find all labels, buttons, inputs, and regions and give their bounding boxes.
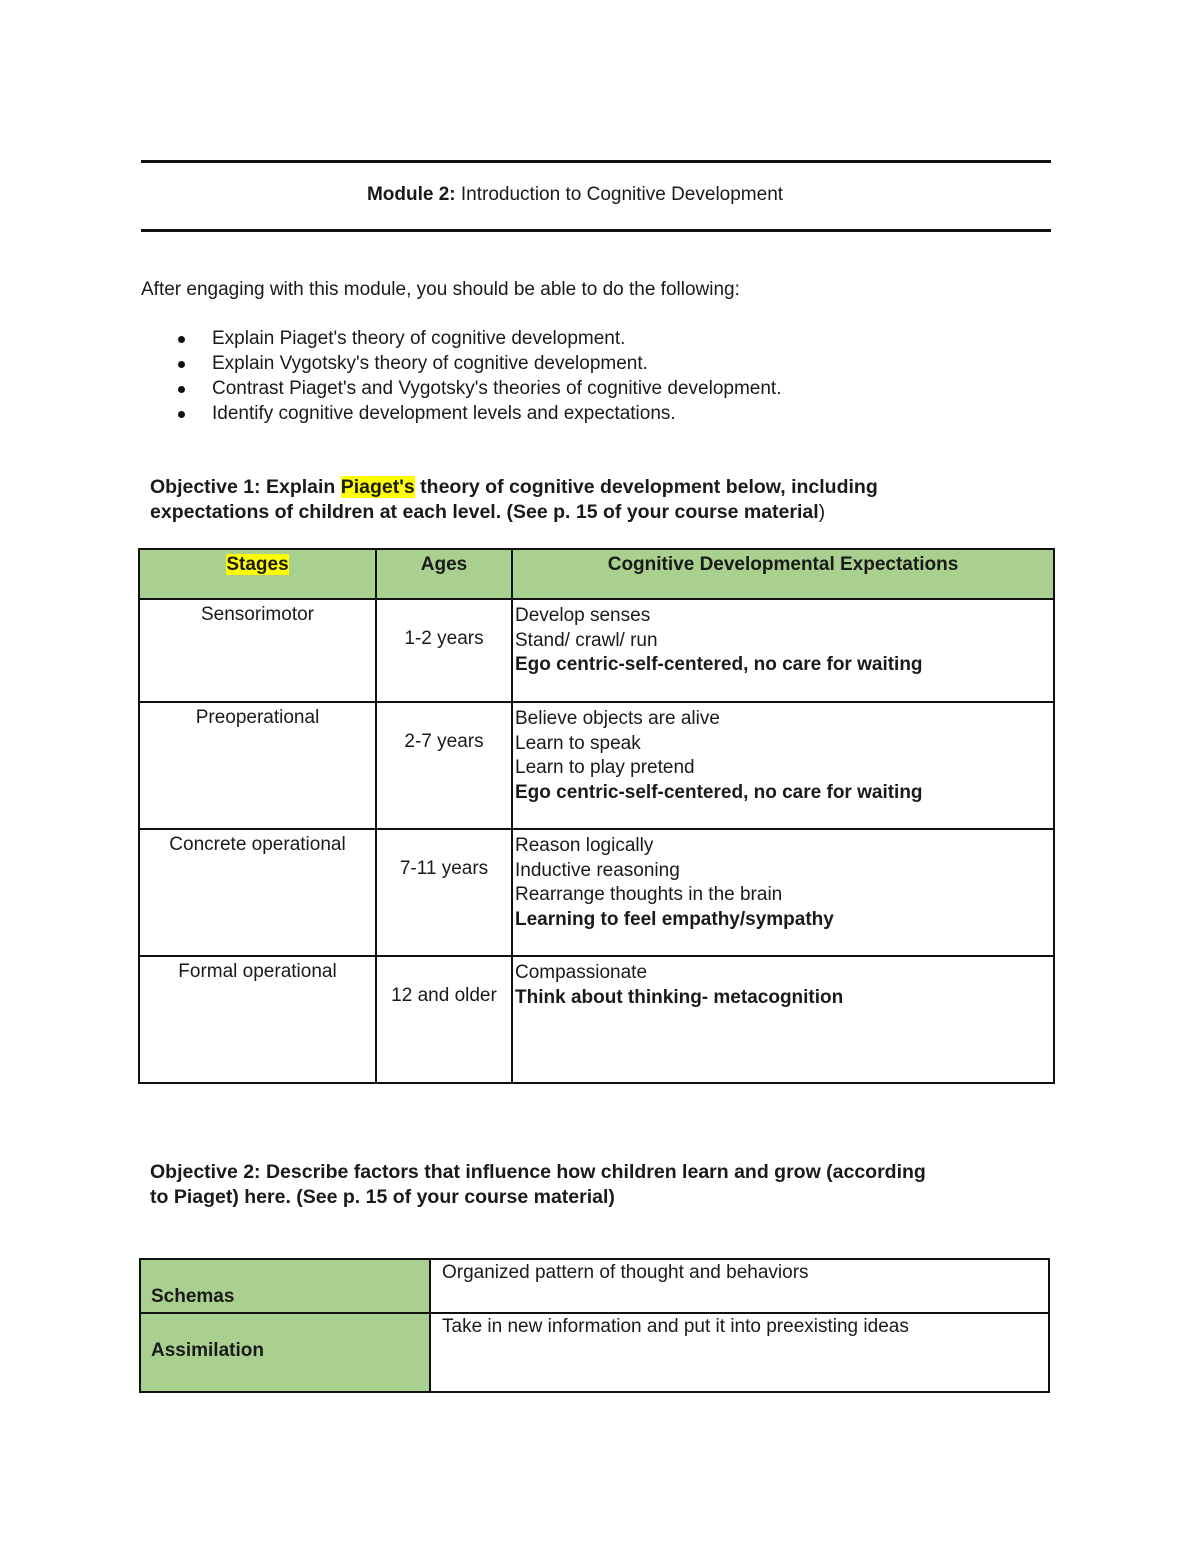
term-cell: Schemas	[140, 1259, 430, 1313]
stage-cell: Concrete operational	[139, 829, 376, 956]
table-row	[139, 702, 1054, 829]
bullet-icon	[178, 361, 185, 368]
list-item: Explain Piaget's theory of cognitive development.	[178, 328, 781, 353]
module-title	[0, 184, 1150, 206]
stage-cell: Formal operational	[139, 956, 376, 1083]
list-item: Explain Vygotsky's theory of cognitive development.	[178, 353, 781, 378]
objective-1-heading: Objective 1: Explain Piaget's theory of cognitive development below, including expectations of children at each level. (See p. 15 of your course material)	[150, 476, 878, 523]
expectations-cell: Compassionate Think about thinking- metacognition	[512, 956, 1054, 1083]
expectations-cell: Believe objects are alive Learn to speak Learn to play pretend Ego centric-self-centered, no care for waiting	[512, 702, 1054, 829]
top-divider	[141, 160, 1051, 163]
learning-outcomes-list	[178, 328, 781, 428]
intro-text: After engaging with this module, you should be able to do the following:	[141, 279, 740, 300]
stage-cell: Preoperational	[139, 702, 376, 829]
table-row	[140, 1313, 1049, 1392]
expectations-cell: Reason logically Inductive reasoning Rearrange thoughts in the brain Learning to feel empathy/sympathy	[512, 829, 1054, 956]
module-name: Introduction to Cognitive Development	[460, 184, 784, 205]
definition-cell: Take in new information and put it into preexisting ideas	[430, 1313, 1049, 1392]
cognitive-stages-table	[138, 548, 1055, 1084]
table-row	[139, 599, 1054, 702]
table-header-row	[139, 549, 1054, 599]
bottom-divider	[141, 229, 1051, 232]
bullet-icon	[178, 386, 185, 393]
age-cell: 12 and older	[376, 956, 512, 1083]
learning-factors-table	[139, 1258, 1050, 1393]
bullet-icon	[178, 336, 185, 343]
list-item: Contrast Piaget's and Vygotsky's theories of cognitive development.	[178, 378, 781, 403]
stage-cell: Sensorimotor	[139, 599, 376, 702]
column-header-expectations: Cognitive Developmental Expectations	[512, 549, 1054, 599]
list-item: Identify cognitive development levels and expectations.	[178, 403, 781, 428]
definition-cell: Organized pattern of thought and behaviors	[430, 1259, 1049, 1313]
table-row	[139, 829, 1054, 956]
objective-2-heading: Objective 2: Describe factors that influence how children learn and grow (according to Piaget) here. (See p. 15 of your course material)	[150, 1161, 926, 1208]
age-cell: 7-11 years	[376, 829, 512, 956]
age-cell: 1-2 years	[376, 599, 512, 702]
term-cell: Assimilation	[140, 1313, 430, 1392]
module-label: Module 2:	[366, 184, 456, 205]
column-header-ages: Ages	[376, 549, 512, 599]
column-header-stages: Stages	[139, 549, 376, 599]
table-row	[139, 956, 1054, 1083]
bullet-icon	[178, 411, 185, 418]
highlighted-text: Piaget's	[340, 476, 415, 498]
table-row	[140, 1259, 1049, 1313]
age-cell: 2-7 years	[376, 702, 512, 829]
expectations-cell: Develop senses Stand/ crawl/ run Ego centric-self-centered, no care for waiting	[512, 599, 1054, 702]
